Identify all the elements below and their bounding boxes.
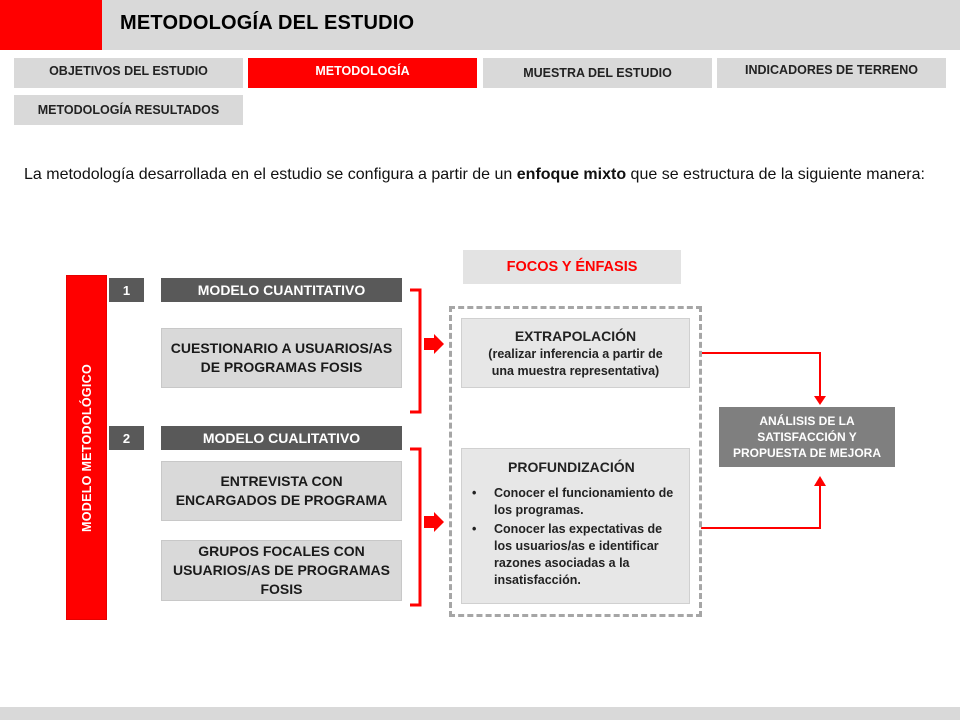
connector-extrapolacion: [701, 353, 820, 398]
extrapolacion-title: EXTRAPOLACIÓN: [514, 328, 637, 344]
bullet-text: Conocer el funcionamiento de los programas.: [494, 486, 674, 517]
modelo-cualitativo-header: MODELO CUALITATIVO: [161, 426, 402, 450]
number-badge-1: 1: [109, 278, 144, 302]
extrapolacion-panel: [461, 318, 690, 388]
arrow-qual: [424, 512, 444, 532]
tab-label: OBJETIVOS DEL ESTUDIO: [49, 64, 208, 78]
number-badge-2: 2: [109, 426, 144, 450]
bullet-icon: •: [472, 486, 477, 500]
modelo-metodologico-bar: [66, 275, 107, 620]
intro-text-bold: enfoque mixto: [516, 166, 627, 183]
bracket-quant: [410, 290, 420, 412]
analisis-satisfaccion-box: [719, 407, 895, 467]
intro-text-start: La metodología desarrollada en el estudio se configura a partir de un: [24, 166, 517, 183]
profundizacion-list: [462, 485, 689, 589]
bullet-text: Conocer las expectativas de los usuarios/as e identificar razones asociadas a la insatisfacción.: [494, 522, 663, 587]
tab-label: INDICADORES DE TERRENO: [745, 63, 918, 77]
focos-enfasis-label: FOCOS Y ÉNFASIS: [463, 250, 681, 284]
page-title: METODOLOGÍA DEL ESTUDIO: [120, 12, 415, 34]
bracket-qual: [410, 449, 420, 605]
bullet-icon: •: [472, 522, 477, 536]
modelo-cuantitativo-header: MODELO CUANTITATIVO: [161, 278, 402, 302]
tab-label: METODOLOGÍA RESULTADOS: [37, 103, 220, 117]
profundizacion-panel: [461, 448, 690, 604]
arrow-quant: [424, 334, 444, 354]
connector-profundizacion: [701, 484, 820, 528]
intro-text-end: que se estructura de la siguiente manera:: [626, 166, 925, 183]
extrapolacion-subtitle: (realizar inferencia a partir de una muestra representativa): [488, 347, 663, 378]
list-item: [472, 485, 681, 519]
grupos-focales-box: GRUPOS FOCALES CON USUARIOS/AS DE PROGRAMAS FOSIS: [161, 540, 402, 601]
list-item: [472, 521, 681, 589]
arrowhead-up: [814, 476, 826, 486]
profundizacion-title: PROFUNDIZACIÓN: [508, 459, 635, 475]
modelo-metodologico-label: MODELO METODOLÓGICO: [79, 363, 94, 532]
analisis-satisfaccion-text: ANÁLISIS DE LA SATISFACCIÓN Y PROPUESTA DE MEJORA: [732, 414, 882, 460]
tab-label: METODOLOGÍA: [315, 64, 410, 78]
arrowhead-down: [814, 396, 826, 405]
footer-bar: [0, 707, 960, 720]
entrevista-box: ENTREVISTA CON ENCARGADOS DE PROGRAMA: [161, 461, 402, 521]
cuestionario-box: CUESTIONARIO A USUARIOS/AS DE PROGRAMAS FOSIS: [161, 328, 402, 388]
tab-label: MUESTRA DEL ESTUDIO: [523, 66, 672, 80]
